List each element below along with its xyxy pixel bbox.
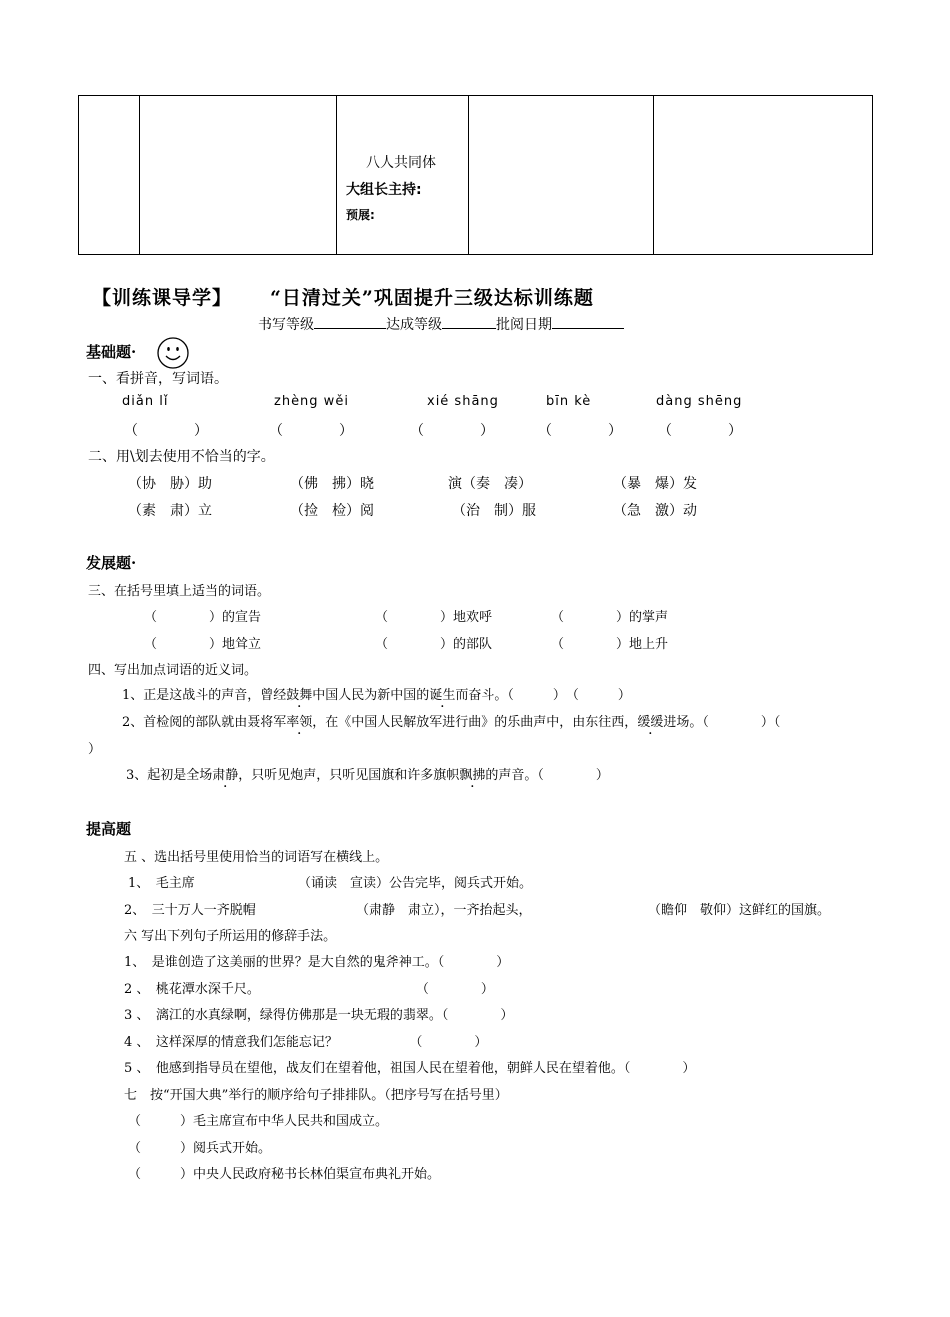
answer-bracket-4[interactable]: （ ）: [538, 423, 622, 439]
develop-title: 发展题·: [86, 554, 137, 572]
rhetoric-2: 2 、 桃花潭水深千尺。 （ ）: [124, 982, 494, 997]
s3-dotted-2: 飘拂: [459, 768, 486, 783]
grading-line: [258, 314, 624, 334]
s2-part-a: 2、首检阅的部队就由聂将军: [122, 715, 287, 730]
q5-1-a: 1、 毛主席: [128, 876, 195, 891]
q1-text: 一、看拼音，写词语。: [88, 371, 228, 387]
s3-part-c: 的声音。（ ）: [485, 768, 609, 783]
fill-1-1: （ ）的宣告: [144, 610, 262, 625]
order-3: （ ）中央人民政府秘书长林伯渠宣布典礼开始。: [128, 1167, 441, 1182]
advance-title: 提高题: [86, 820, 132, 838]
grade-writing-label: 书写等级: [258, 317, 314, 333]
table-divider: [653, 96, 654, 254]
q5-text: 五 、选出括号里使用恰当的词语写在横线上。: [124, 850, 389, 865]
grade-achieve-blank[interactable]: [442, 314, 496, 329]
answer-bracket-5[interactable]: （ ）: [658, 423, 742, 439]
fill-1-2: （ ）地欢呼: [375, 610, 493, 625]
table-divider: [139, 96, 140, 254]
q2-text: 二、用\划去使用不恰当的字。: [88, 449, 275, 465]
smiley-icon: [157, 337, 189, 369]
rhetoric-5: 5 、 他感到指导员在望他，战友们在望着他，祖国人民在望着他，朝鲜人民在望着他。（ ）: [124, 1061, 696, 1076]
q5-2-a: 2、 三十万人一齐脱帽: [124, 903, 256, 918]
pinyin-3: xié shāng: [427, 394, 499, 409]
order-2: （ ）阅兵式开始。: [128, 1141, 272, 1156]
table-line-1: 八人共同体: [366, 155, 436, 171]
answer-bracket-3[interactable]: （ ）: [410, 423, 494, 439]
fill-1-3: （ ）的掌声: [551, 610, 669, 625]
q5-2-b: （肃静 肃立），一齐抬起头，: [356, 903, 532, 918]
basic-title: 基础题·: [86, 343, 137, 361]
choice-1-4: （暴 爆）发: [613, 476, 697, 492]
fill-2-2: （ ）的部队: [375, 637, 493, 652]
table-divider: [468, 96, 469, 254]
pinyin-2: zhèng wěi: [274, 394, 349, 409]
top-table: [78, 95, 873, 255]
choice-1-1: （协 胁）助: [128, 476, 212, 492]
choice-1-3: 演（奏 凑）: [448, 476, 532, 492]
grade-writing-blank[interactable]: [314, 314, 386, 329]
pinyin-5: dàng shēng: [656, 394, 743, 409]
rhetoric-1: 1、 是谁创造了这美丽的世界？是大自然的鬼斧神工。（ ）: [124, 955, 510, 970]
grade-date-blank[interactable]: [552, 314, 624, 329]
rhetoric-4: 4 、 这样深厚的情意我们怎能忘记？ （ ）: [124, 1035, 488, 1050]
choice-2-4: （急 激）动: [613, 503, 697, 519]
s2-dotted-1: 率领: [286, 715, 313, 730]
q5-2-c: （瞻仰 敬仰）这鲜红的国旗。: [648, 903, 831, 918]
order-1: （ ）毛主席宣布中华人民共和国成立。: [128, 1114, 389, 1129]
q7-text: 七 按“开国大典”举行的顺序给句子排排队。（把序号写在括号里）: [124, 1088, 508, 1103]
s3-part-b: ，只听见炮声，只听见国旗和许多旗帜: [238, 768, 460, 783]
choice-2-1: （素 肃）立: [128, 503, 212, 519]
s3-dotted-1: 肃静: [212, 768, 239, 783]
q5-1-b: （诵读 宣读）公告完毕，阅兵式开始。: [298, 876, 533, 891]
s2-part-b: ，在《中国人民解放军进行曲》的乐曲声中，由东往西，: [312, 715, 638, 730]
table-line-3: 预展:: [346, 208, 375, 222]
table-divider: [336, 96, 337, 254]
s2-part-c: 进场。（ ）（: [663, 715, 781, 730]
answer-bracket-1[interactable]: （ ）: [124, 423, 208, 439]
fill-2-1: （ ）地耸立: [144, 637, 262, 652]
choice-2-3: （治 制）服: [452, 503, 536, 519]
s1-part-a: 1、正是这战斗的声音，曾经: [122, 688, 287, 703]
grade-achieve-label: 达成等级: [386, 317, 442, 333]
table-line-2: 大组长主持:: [346, 182, 422, 198]
choice-1-2: （佛 拂）晓: [290, 476, 374, 492]
choice-2-2: （捡 检）阅: [290, 503, 374, 519]
synonym-sentence-3: [126, 764, 609, 783]
synonym-sentence-2: [122, 711, 780, 730]
s2-tail: ）: [88, 742, 102, 757]
synonym-sentence-1: [122, 684, 631, 703]
pinyin-1: diǎn lǐ: [122, 394, 169, 409]
s1-dotted-1: 鼓舞: [286, 688, 313, 703]
heading-right: “日清过关”巩固提升三级达标训练题: [270, 287, 594, 309]
answer-bracket-2[interactable]: （ ）: [269, 423, 353, 439]
rhetoric-3: 3 、 漓江的水真绿啊，绿得仿佛那是一块无瑕的翡翠。（ ）: [124, 1008, 514, 1023]
heading-left: 【训练课导学】: [92, 287, 233, 309]
q3-text: 三、在括号里填上适当的词语。: [88, 584, 271, 599]
pinyin-4: bīn kè: [546, 394, 592, 409]
fill-2-3: （ ）地上升: [551, 637, 669, 652]
s1-part-b: 中国人民为新中国的: [312, 688, 430, 703]
s1-dotted-2: 诞生: [429, 688, 456, 703]
q6-text: 六 写出下列句子所运用的修辞手法。: [124, 929, 337, 944]
s2-dotted-2: 缓缓: [637, 715, 664, 730]
q4-text: 四、写出加点词语的近义词。: [88, 663, 258, 678]
s1-part-c: 而奋斗。（ ） （ ）: [455, 688, 631, 703]
s3-part-a: 3、起初是全场: [126, 768, 213, 783]
grade-date-label: 批阅日期: [496, 317, 552, 333]
